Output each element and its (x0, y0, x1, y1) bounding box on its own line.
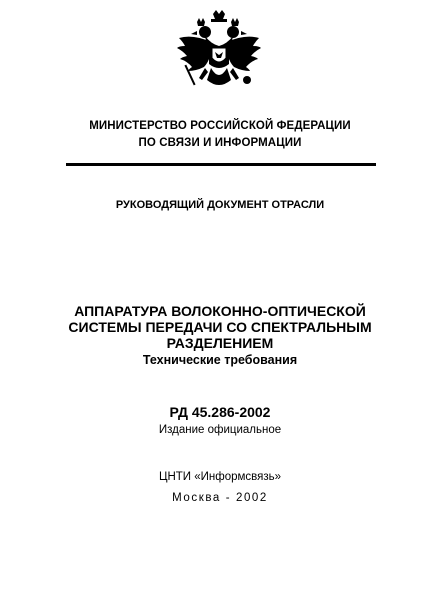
ministry-name-line1: МИНИСТЕРСТВО РОССИЙСКОЙ ФЕДЕРАЦИИ (89, 120, 351, 132)
title-line1: АППАРАТУРА ВОЛОКОННО-ОПТИЧЕСКОЙ (74, 303, 366, 319)
subtitle: Технические требования (142, 353, 298, 367)
title-line2: СИСТЕМЫ ПЕРЕДАЧИ СО СПЕКТРАЛЬНЫМ (68, 319, 372, 335)
ministry-name-line2: ПО СВЯЗИ И ИНФОРМАЦИИ (138, 137, 302, 149)
horizontal-rule (66, 163, 376, 166)
title-line3: РАЗДЕЛЕНИЕМ (166, 335, 274, 351)
document-type: РУКОВОДЯЩИЙ ДОКУМЕНТ ОТРАСЛИ (115, 199, 325, 211)
publisher: ЦНТИ «Информсвязь» (158, 471, 282, 483)
document-number: РД 45.286-2002 (169, 404, 271, 420)
edition-note: Издание официальное (158, 424, 282, 436)
coat-of-arms-icon (175, 8, 263, 98)
city-year: Москва - 2002 (172, 492, 268, 504)
